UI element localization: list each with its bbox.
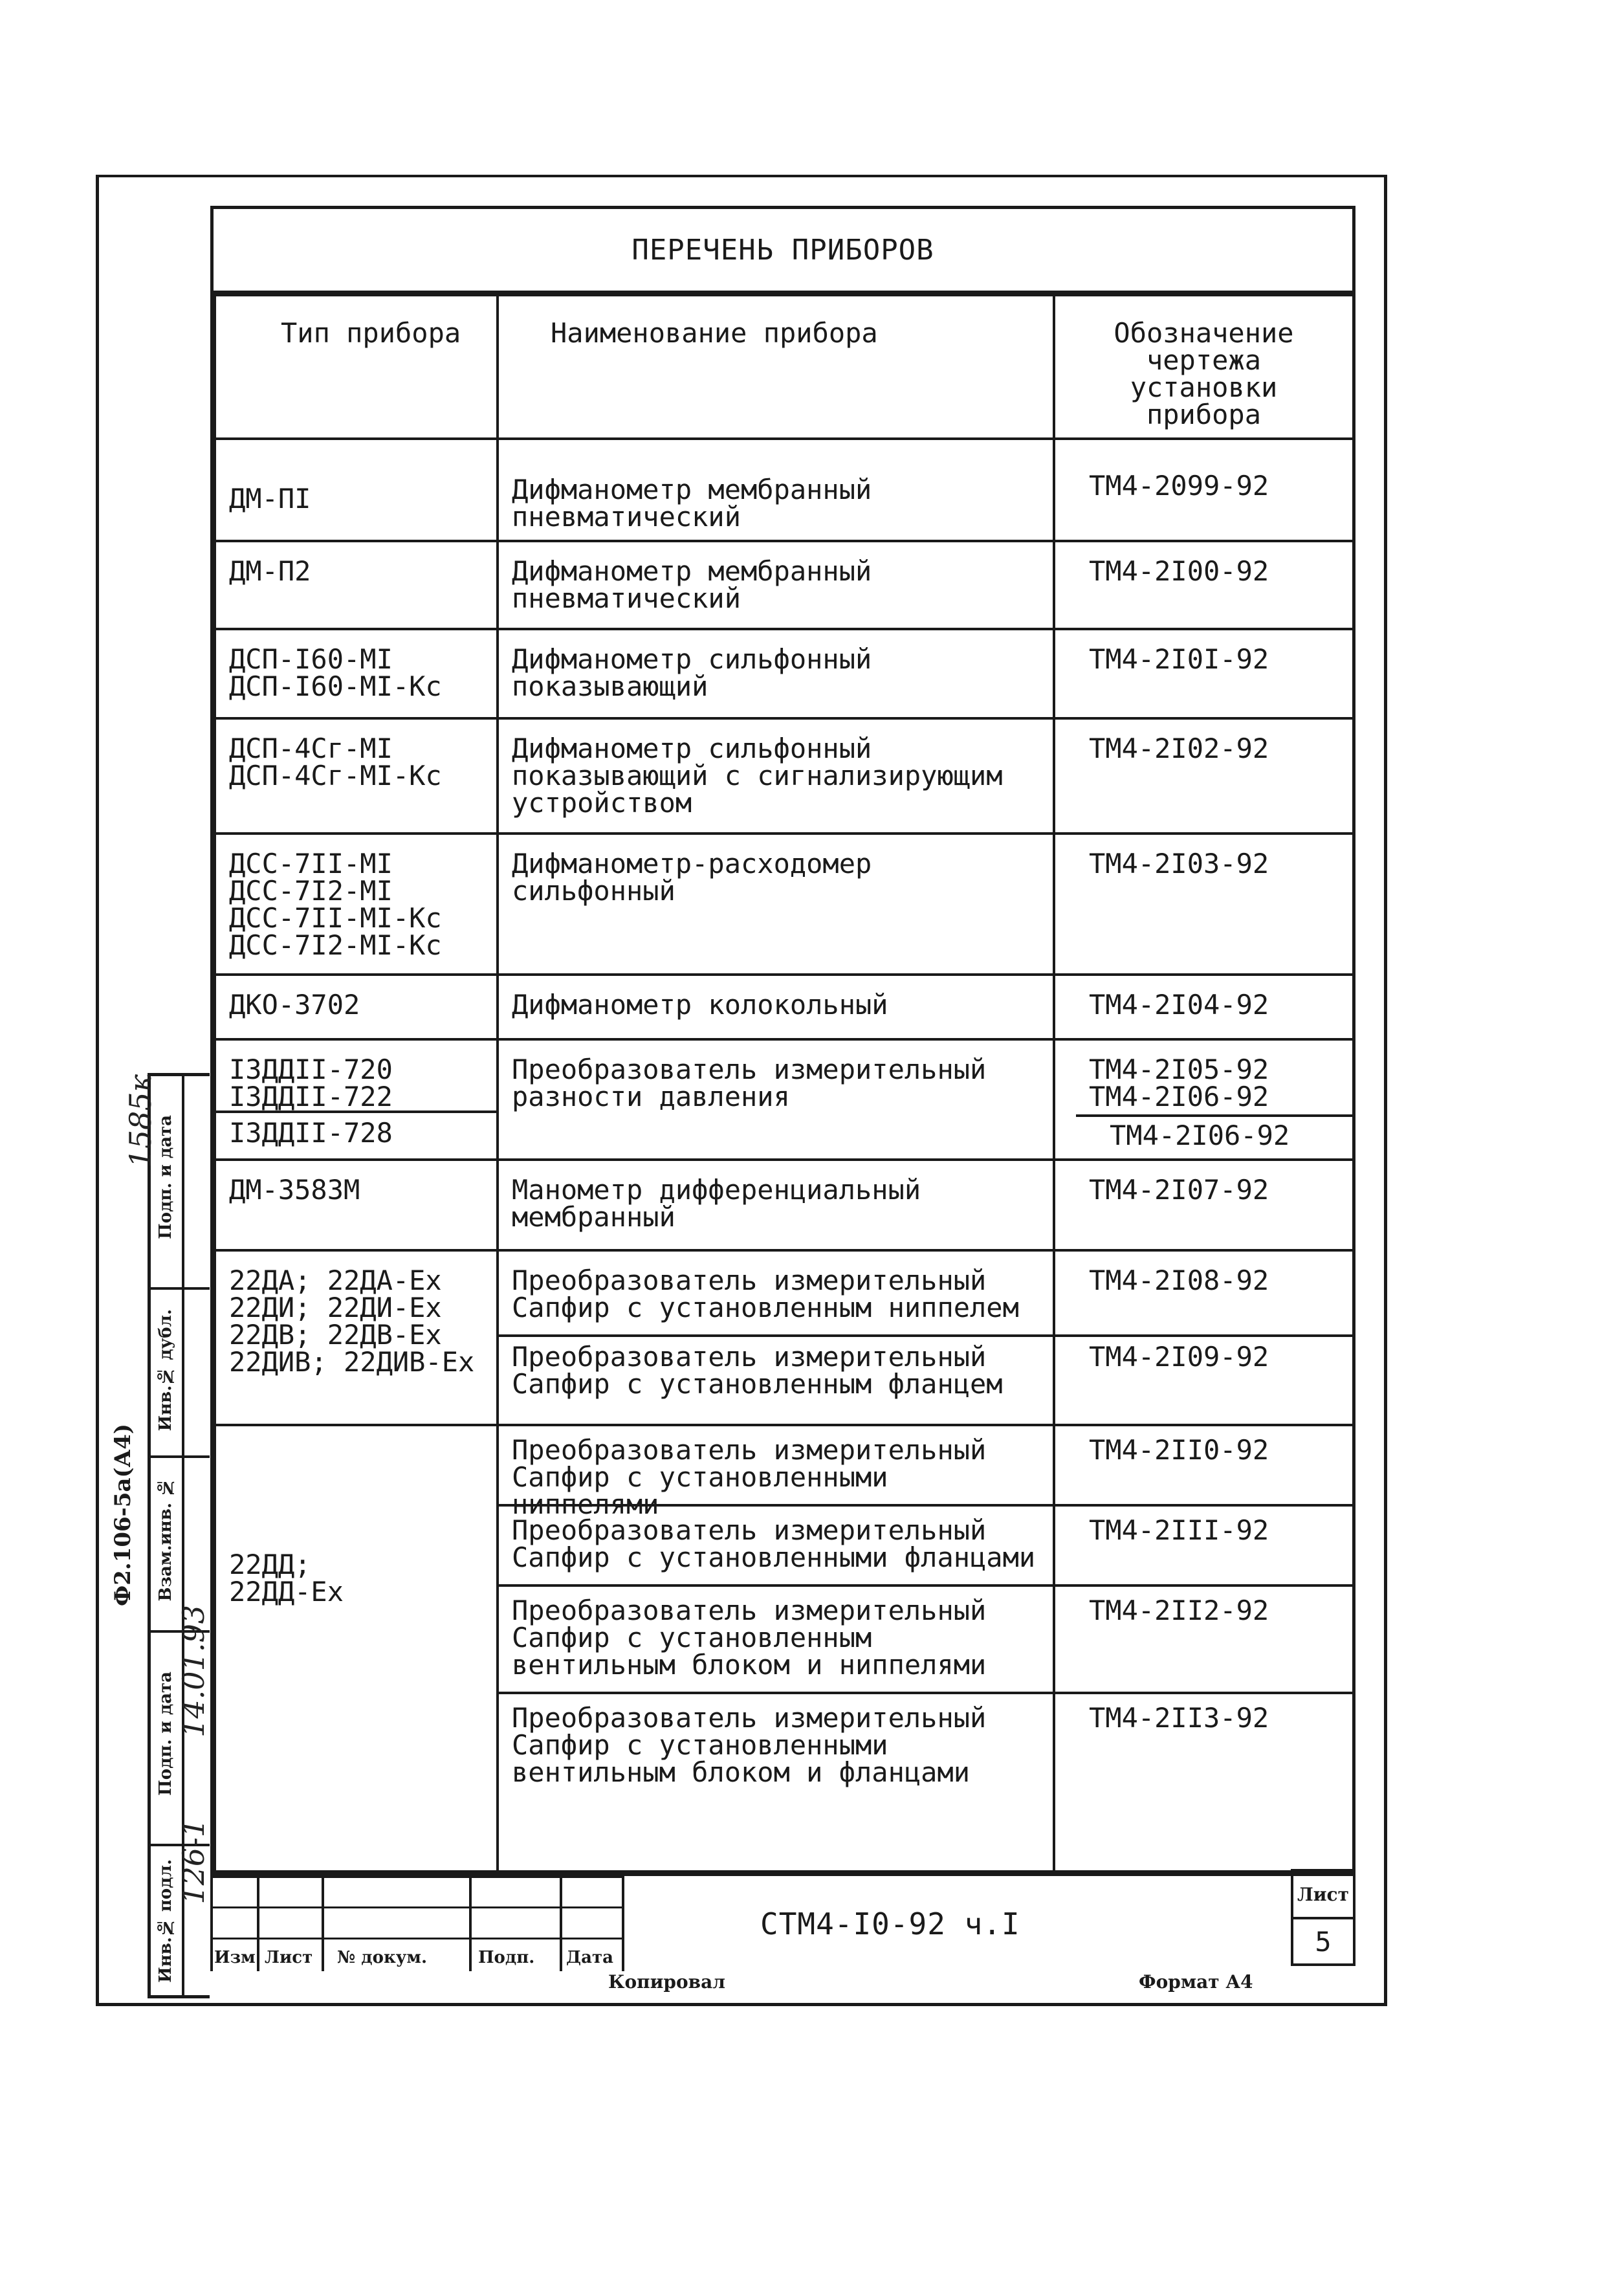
name-line: Преобразователь измерительный Сапфир с установленными фланцами	[499, 1504, 1053, 1584]
name-cell: Дифманометр сильфонный показывающий с сигнализирующим устройством	[498, 718, 1054, 834]
type-line: 22ДА; 22ДА-Ех	[229, 1265, 442, 1296]
grid-line	[622, 1878, 624, 1971]
stamp-label: № докум.	[337, 1948, 428, 1967]
type-line: ДМ-3583М	[229, 1174, 360, 1206]
footer-copied: Копировал	[608, 1971, 726, 1993]
code-line: ТМ4-2I08-92	[1089, 1265, 1269, 1296]
code-cell: ТМ4-2I0I-92	[1054, 629, 1354, 718]
type-line: 22ДВ; 22ДВ-Ех	[229, 1319, 442, 1351]
code-cell	[1054, 1039, 1354, 1160]
table-row	[215, 439, 1354, 541]
type-line: I3ДДII-722	[229, 1081, 393, 1112]
handwritten-date: 14.01.93	[176, 1605, 211, 1738]
code-line: ТМ4-2II0-92	[1089, 1434, 1269, 1466]
type-line: I3ДДII-728	[216, 1110, 496, 1147]
code-line: ТМ4-2III-92	[1055, 1504, 1352, 1584]
revision-grid	[210, 1875, 624, 1971]
type-line: ДСС-7II-МI	[229, 848, 393, 879]
table-row	[215, 1425, 1354, 1872]
type-line: ДМ-П2	[229, 555, 311, 587]
code-cell: ТМ4-2I04-92	[1054, 975, 1354, 1039]
document-designation: СТМ4-I0-92 ч.I	[760, 1906, 1020, 1941]
stamp-label: Лист	[265, 1948, 313, 1967]
name-line: Преобразователь измерительный Сапфир с установленным фланцем	[499, 1334, 1053, 1398]
code-cell: ТМ4-2I03-92	[1054, 834, 1354, 975]
code-cell	[1054, 1425, 1354, 1872]
name-line: Преобразователь измерительный Сапфир с установленными вентильным блоком и фланцами	[499, 1692, 1053, 1870]
handwritten-number: 1585к	[123, 1074, 158, 1168]
name-cell: Дифманометр мембранный пневматический	[498, 439, 1054, 541]
form-code-note: Ф2.106-5а(А4)	[110, 1424, 136, 1607]
stamp-label: Подп.	[478, 1948, 535, 1967]
type-line: ДСП-4Сг-МI	[229, 733, 393, 764]
type-line: ДСС-7II-МI-Кс	[229, 902, 442, 934]
side-label: Подп. и дата	[156, 1115, 175, 1239]
name-cell	[498, 1250, 1054, 1425]
type-line: ДСП-4Сг-МI-Кс	[229, 760, 442, 791]
name-cell: Дифманометр колокольный	[498, 975, 1054, 1039]
type-line: ДКО-3702	[229, 989, 360, 1021]
grid-line	[322, 1878, 324, 1971]
stamp-label: Изм	[214, 1948, 256, 1967]
table-row	[215, 1160, 1354, 1250]
grid-line	[257, 1878, 259, 1971]
type-cell	[215, 975, 498, 1039]
type-line: I3ДДII-720	[229, 1054, 393, 1085]
type-line: ДМ-ПI	[229, 483, 311, 514]
type-line: ДСП-I60-МI-Кс	[229, 670, 442, 702]
code-cell: ТМ4-2I02-92	[1054, 718, 1354, 834]
type-line: ДСС-7I2-МI-Кс	[229, 929, 442, 961]
table-row	[215, 629, 1354, 718]
type-line: 22ДИ; 22ДИ-Ех	[229, 1292, 442, 1323]
grid-line	[560, 1878, 562, 1971]
side-label: Взам.инв. №	[156, 1477, 175, 1602]
instrument-list-sheet	[210, 206, 1355, 1876]
title-block	[210, 1875, 1355, 1969]
type-cell	[215, 1250, 498, 1425]
code-line: ТМ4-2II3-92	[1055, 1692, 1352, 1870]
sheet-number-box	[1291, 1869, 1355, 1966]
page-title: ПЕРЕЧЕНЬ ПРИБОРОВ	[214, 209, 1352, 294]
footer-format: Формат А4	[1139, 1971, 1253, 1993]
type-cell	[215, 1160, 498, 1250]
name-cell	[498, 1425, 1054, 1872]
code-line: ТМ4-2I06-92	[1076, 1114, 1352, 1149]
side-cell	[151, 1076, 210, 1290]
type-cell	[215, 629, 498, 718]
grid-line	[210, 1906, 624, 1908]
instrument-table	[214, 294, 1355, 1873]
type-cell	[215, 718, 498, 834]
type-line: 22ДИВ; 22ДИВ-Ех	[229, 1346, 475, 1378]
type-line: 22ДД-Ех	[229, 1576, 344, 1608]
header-name: Наименование прибора	[498, 295, 1054, 439]
table-row	[215, 1039, 1354, 1160]
type-line: ДСП-I60-МI	[229, 643, 393, 675]
stamp-label: Дата	[566, 1948, 613, 1967]
header-type: Тип прибора	[215, 295, 498, 439]
table-header-row	[215, 295, 1354, 439]
grid-line	[210, 1878, 213, 1971]
name-cell: Дифманометр мембранный пневматический	[498, 541, 1054, 629]
side-cell	[151, 1290, 210, 1458]
table-row	[215, 834, 1354, 975]
name-line: Преобразователь измерительный Сапфир с установленным вентильным блоком и ниппелями	[499, 1584, 1053, 1692]
handwritten-inventory: 126-1	[176, 1818, 211, 1905]
sheet-number: 5	[1315, 1926, 1332, 1958]
code-line: ТМ4-2I05-92	[1089, 1054, 1269, 1085]
name-line: Преобразователь измерительный Сапфир с установленными ниппелями	[512, 1434, 987, 1520]
grid-line	[469, 1878, 472, 1971]
header-designation: Обозначение чертежа установки прибора	[1054, 295, 1354, 439]
type-cell	[215, 541, 498, 629]
code-line: ТМ4-2I09-92	[1055, 1334, 1352, 1371]
side-label: Подп. и дата	[156, 1672, 175, 1796]
code-line: ТМ4-2I06-92	[1089, 1081, 1269, 1112]
code-line: ТМ4-2II2-92	[1055, 1584, 1352, 1692]
type-line: ДСС-7I2-МI	[229, 875, 393, 907]
type-cell	[215, 834, 498, 975]
table-row	[215, 541, 1354, 629]
grid-line	[210, 1938, 624, 1939]
code-cell: ТМ4-2I07-92	[1054, 1160, 1354, 1250]
table-row	[215, 1250, 1354, 1425]
side-label: Инв.№ дубл.	[156, 1309, 175, 1431]
code-cell	[1054, 1250, 1354, 1425]
name-cell: Преобразователь измерительный разности давления	[498, 1039, 1054, 1160]
type-cell	[215, 439, 498, 541]
name-cell: Дифманометр-расходомер сильфонный	[498, 834, 1054, 975]
type-cell	[215, 1039, 498, 1160]
name-line: Преобразователь измерительный Сапфир с установленным ниппелем	[512, 1265, 1019, 1323]
code-cell: ТМ4-2099-92	[1054, 439, 1354, 541]
table-row	[215, 718, 1354, 834]
table-row	[215, 975, 1354, 1039]
name-cell: Дифманометр сильфонный показывающий	[498, 629, 1054, 718]
sheet-label: Лист	[1293, 1872, 1353, 1919]
side-label: Инв.№ подл.	[156, 1859, 175, 1983]
name-cell: Манометр дифференциальный мембранный	[498, 1160, 1054, 1250]
type-line: 22ДД;	[229, 1549, 311, 1580]
code-cell: ТМ4-2I00-92	[1054, 541, 1354, 629]
type-cell	[215, 1425, 498, 1872]
